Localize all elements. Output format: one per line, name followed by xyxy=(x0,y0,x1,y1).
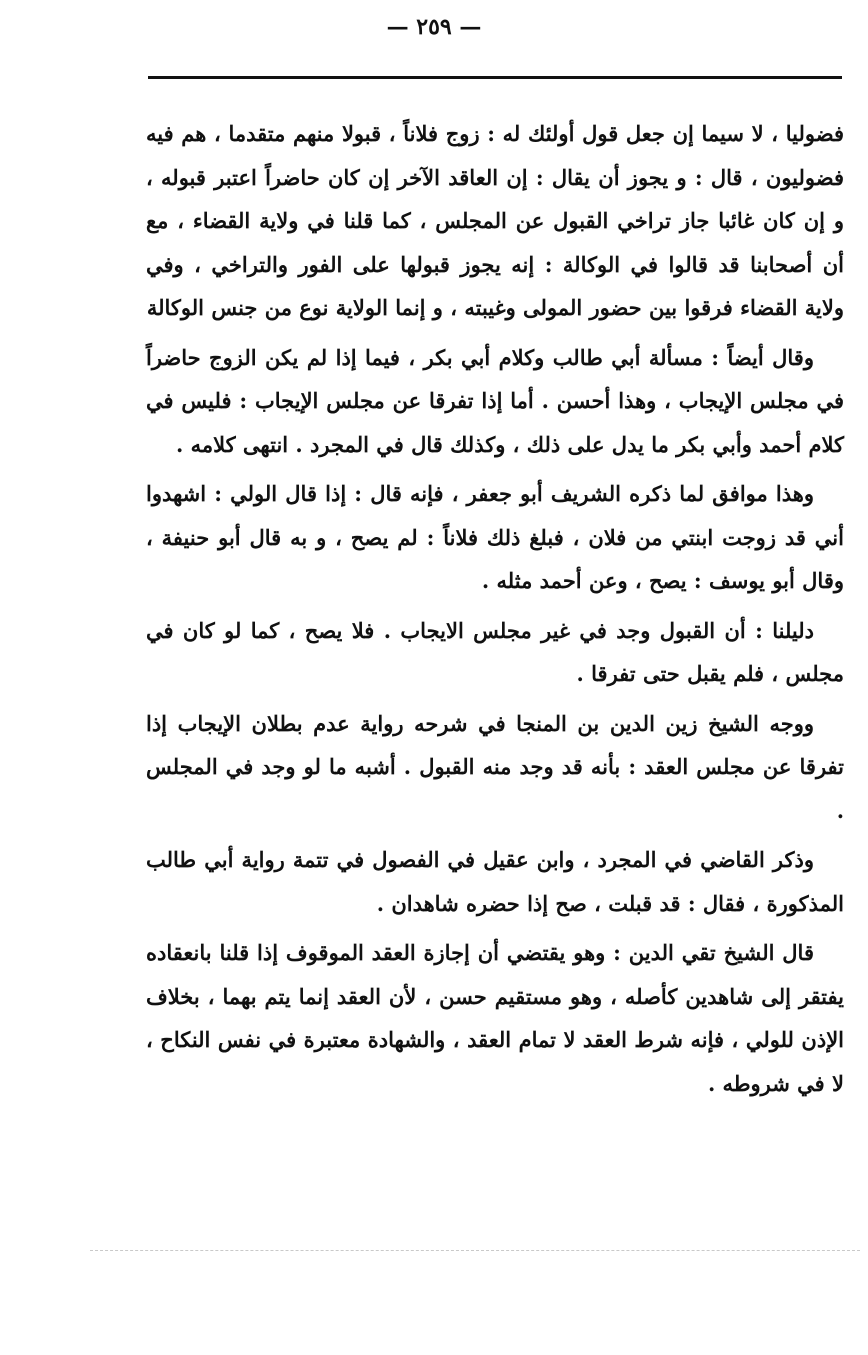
header-rule xyxy=(148,76,842,79)
page-body xyxy=(146,112,844,1105)
paragraph-1: فضوليا ، لا سيما إن جعل قول أولئك له : زوج فلاناً ، قبولا منهم متقدما ، هم فيه فضوليون ، قال : و يجوز أن يقال : إن العاقد الآخر إن كان حاضراً اعتبر قبوله ، و إن كان غائبا جاز تراخي القبول عن المجلس ، كما قلنا في ولاية القضاء ، مع أن أصحابنا قد قالوا في الوكالة : إنه يجوز قبولها على الفور والتراخي ، وفي ولاية القضاء فرقوا بين حضور المولى وغيبته ، و إنما الولاية نوع من جنس الوكالة xyxy=(146,121,844,320)
page-number: — ٢٥٩ — xyxy=(386,14,482,40)
paragraph-3: وهذا موافق لما ذكره الشريف أبو جعفر ، فإنه قال : إذا قال الولي : اشهدوا أني قد زوجت ابنتي من فلان ، فبلغ ذلك فلاناً : لم يصح ، و به قال أبو حنيفة ، وقال أبو يوسف : يصح ، وعن أحمد مثله . xyxy=(146,481,844,593)
paragraph-7: قال الشيخ تقي الدين : وهو يقتضي أن إجازة العقد الموقوف إذا قلنا بانعقاده يفتقر إلى شاهدين كأصله ، وهو مستقيم حسن ، لأن العقد إنما يتم بهما ، بخلاف الإذن للولي ، فإنه شرط العقد لا تمام العقد ، والشهادة معتبرة في نفس النكاح ، لا في شروطه . xyxy=(146,940,844,1096)
paragraph-6: وذكر القاضي في المجرد ، وابن عقيل في الفصول في تتمة رواية أبي طالب المذكورة ، فقال : قد قبلت ، صح إذا حضره شاهدان . xyxy=(146,847,844,916)
page-bottom-artifact xyxy=(90,1250,860,1251)
paragraph-2: وقال أيضاً : مسألة أبي طالب وكلام أبي بكر ، فيما إذا لم يكن الزوج حاضراً في مجلس الإيجاب ، وهذا أحسن . أما إذا تفرقا عن مجلس الإيجاب : فليس في كلام أحمد وأبي بكر ما يدل على ذلك ، وكذلك قال في المجرد . انتهى كلامه . xyxy=(146,344,844,457)
paragraph-4: دليلنا : أن القبول وجد في غير مجلس الايجاب . فلا يصح ، كما لو كان في مجلس ، فلم يقبل حتى تفرقا . xyxy=(146,617,844,686)
paragraph-5: ووجه الشيخ زين الدين بن المنجا في شرحه رواية عدم بطلان الإيجاب إذا تفرقا عن مجلس العقد : بأنه قد وجد منه القبول . أشبه ما لو وجد في المجلس . xyxy=(146,710,844,823)
